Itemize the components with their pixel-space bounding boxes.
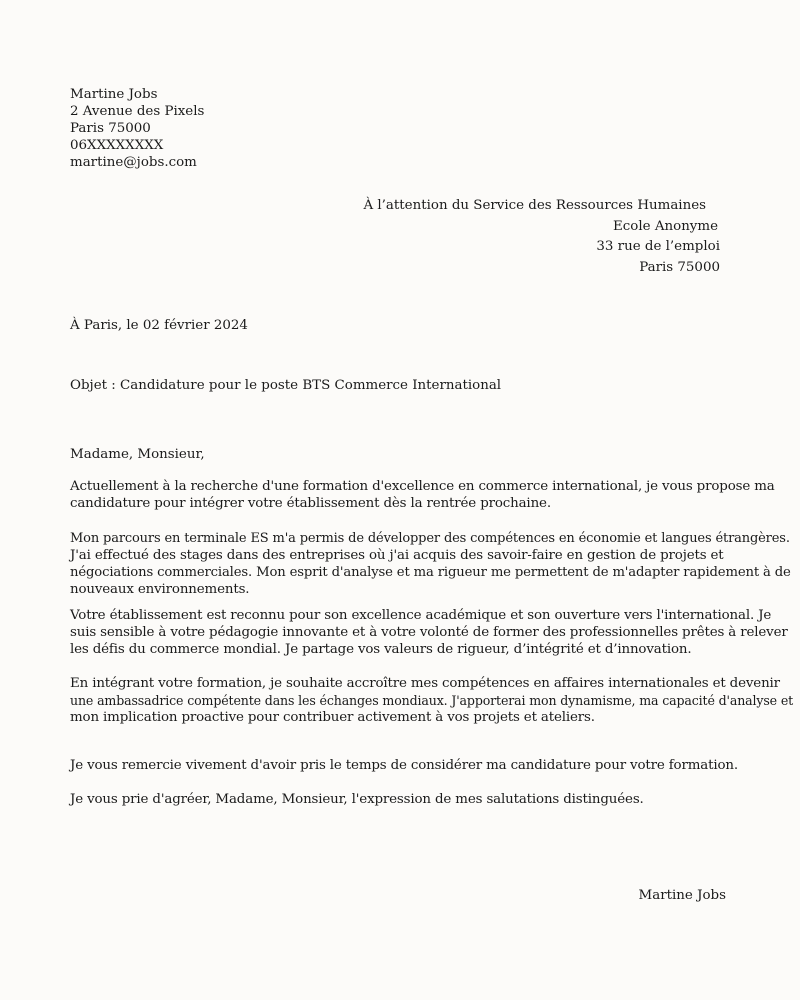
paragraph	[70, 607, 790, 658]
recipient-school: Ecole Anonyme	[613, 218, 718, 234]
paragraph-line: En intégrant votre formation, je souhaite accroître mes compétences en affaires internationales et devenir	[70, 676, 780, 691]
paragraph-line: J'ai effectué des stages dans des entreprises où j'ai acquis des savoir-faire en gestion de projets et	[70, 548, 724, 563]
sender-address: 2 Avenue des Pixels	[70, 104, 205, 119]
signature: Martine Jobs	[638, 888, 726, 903]
paragraph-line: Je vous remercie vivement d'avoir pris le temps de considérer ma candidature pour votre formation.	[70, 758, 738, 773]
subject-line: Objet : Candidature pour le poste BTS Commerce International	[70, 378, 502, 393]
paragraph-line: négociations commerciales. Mon esprit d'analyse et ma rigueur me permettent de m'adapter rapidement à de	[70, 565, 791, 580]
recipient-block	[363, 196, 720, 278]
paragraph-line: Mon parcours en terminale ES m'a permis de développer des compétences en économie et langues étrangères.	[70, 531, 790, 546]
date-line: À Paris, le 02 février 2024	[70, 318, 248, 333]
paragraph	[70, 757, 790, 774]
recipient-street: 33 rue de l’emploi	[596, 239, 720, 254]
recipient-city: Paris 75000	[639, 259, 720, 275]
paragraph	[70, 791, 790, 808]
paragraph-line: Votre établissement est reconnu pour son excellence académique et son ouverture vers l'international. Je	[70, 608, 772, 623]
sender-email: martine@jobs.com	[70, 155, 197, 170]
paragraph-line: candidature pour intégrer votre établissement dès la rentrée prochaine.	[70, 496, 551, 511]
paragraph	[70, 478, 790, 512]
paragraph-line: suis sensible à votre pédagogie innovante et à votre volonté de former des professionnelles prêtes à relever	[70, 625, 788, 640]
salutation: Madame, Monsieur,	[70, 447, 205, 462]
sender-block	[70, 86, 204, 171]
paragraph-line: Je vous prie d'agréer, Madame, Monsieur, l'expression de mes salutations distinguées.	[70, 792, 644, 807]
paragraph	[70, 675, 794, 726]
paragraph-line: nouveaux environnements.	[70, 582, 250, 597]
sender-city: Paris 75000	[70, 121, 151, 136]
paragraph-line: une ambassadrice compétente dans les échanges mondiaux. J'apporterai mon dynamisme, ma capacité d'analyse et	[70, 693, 794, 708]
sender-name: Martine Jobs	[70, 87, 158, 102]
paragraph	[70, 530, 790, 598]
sender-phone: 06XXXXXXXX	[70, 138, 164, 153]
paragraph-line: Actuellement à la recherche d'une formation d'excellence en commerce international, je vous propose ma	[70, 479, 775, 494]
paragraph-line: mon implication proactive pour contribuer activement à vos projets et ateliers.	[70, 710, 595, 725]
recipient-attention: À l’attention du Service des Ressources Humaines	[363, 198, 706, 213]
paragraph-line: les défis du commerce mondial. Je partage vos valeurs de rigueur, d’intégrité et d’innovation.	[70, 642, 692, 657]
